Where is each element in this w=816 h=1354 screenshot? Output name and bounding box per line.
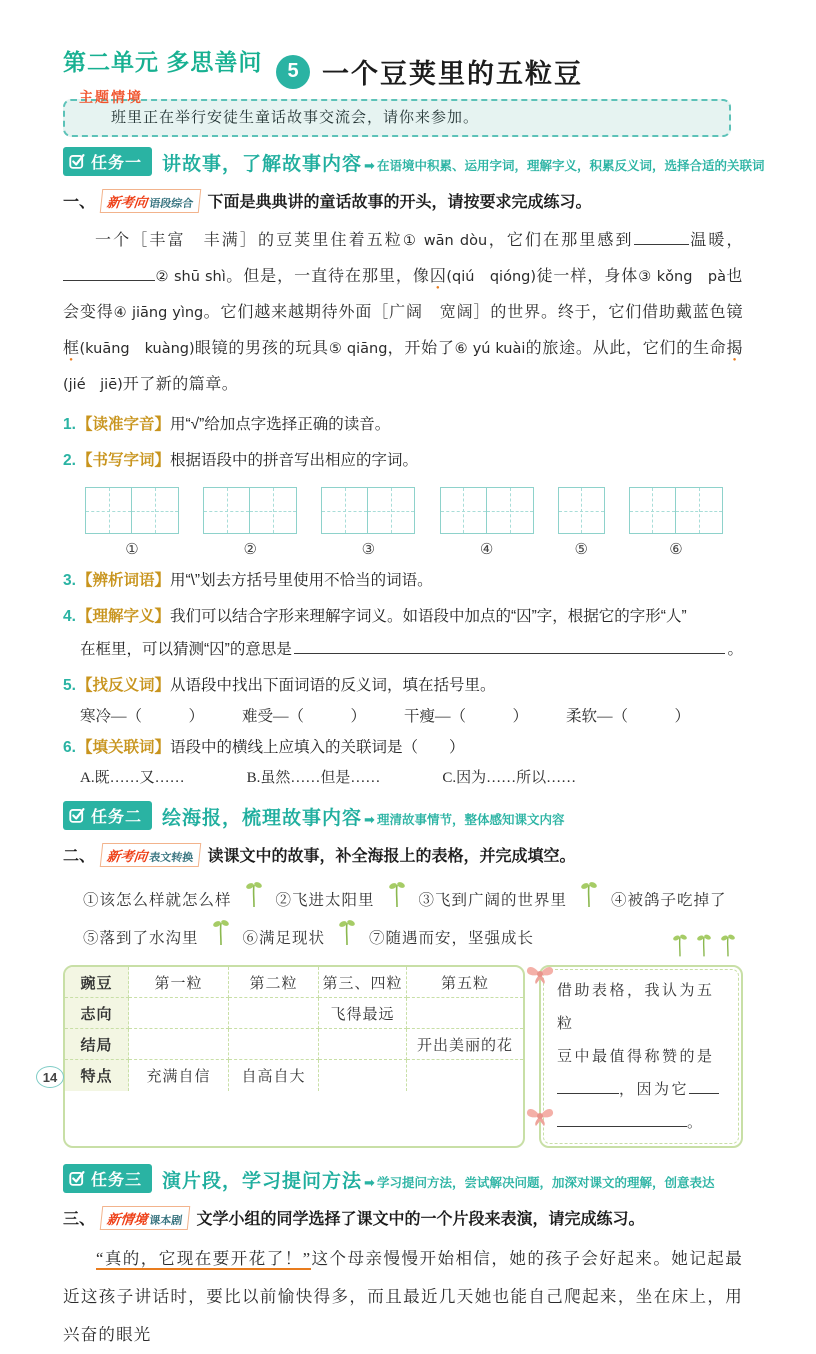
dotted-character: 揭 ●	[727, 331, 744, 367]
new-exam-badge-sub: 表文转换	[148, 852, 194, 864]
option-c[interactable]: C.因为……所以……	[442, 770, 577, 786]
table-header-cell: 第五粒	[407, 967, 523, 998]
poster-item: ⑥满足现状	[242, 929, 326, 947]
task3-title: 演片段，学习提问方法	[162, 1171, 363, 1192]
note-line: 借助表格，我认为五粒	[557, 983, 715, 1032]
pinyin-blank-2: ② shū shì	[155, 269, 226, 285]
pea-table	[63, 965, 525, 1148]
question-tag: 【辨析词语】	[76, 572, 170, 589]
page-number-badge: 14	[36, 1066, 64, 1088]
poster-item: ⑦随遇而安，坚强成长	[369, 929, 535, 947]
option-b[interactable]: B.虽然……但是……	[246, 770, 381, 786]
arrow-right-icon: ➡	[364, 158, 375, 173]
question-number: 6.	[63, 739, 76, 756]
question-number: 4.	[63, 608, 76, 625]
bow-icon	[525, 963, 555, 990]
option-row	[80, 766, 743, 787]
table-cell[interactable]	[407, 998, 523, 1029]
writing-cell[interactable]	[629, 487, 676, 534]
writing-cell[interactable]	[85, 487, 132, 534]
question-5	[63, 671, 743, 700]
sprout-icon	[213, 919, 229, 957]
table-cell[interactable]	[129, 998, 229, 1029]
answer-blank[interactable]	[294, 640, 726, 654]
writing-grid-group	[558, 487, 605, 559]
writing-grid-group	[203, 487, 297, 559]
sprout-icon	[389, 881, 405, 919]
checkbox-check-icon	[69, 1170, 86, 1187]
sprout-icon	[339, 919, 355, 957]
antonym-pair[interactable]: 干瘦—（ ）	[404, 708, 529, 725]
task2-badge	[63, 801, 152, 830]
table-cell[interactable]	[407, 1060, 523, 1091]
section3-intro: 文学小组的同学选择了课文中的一个片段来表演，请完成练习。	[196, 1211, 645, 1228]
poster-item: ⑤落到了水沟里	[83, 929, 199, 947]
theme-situation-label: 主题情境	[79, 89, 143, 105]
poster-items-row1	[63, 881, 743, 919]
section2-intro-row	[63, 843, 743, 867]
grid-label: ①	[125, 542, 139, 558]
question-tag: 【读准字音】	[76, 416, 170, 433]
table-cell[interactable]	[129, 1029, 229, 1060]
table-cell: 开出美丽的花	[407, 1029, 523, 1060]
question-text: 在框里，可以猜测“囚”的意思是	[80, 641, 292, 658]
writing-cell[interactable]	[368, 487, 415, 534]
table-cell: 自高自大	[229, 1060, 319, 1091]
sprout-icon	[673, 933, 687, 962]
passage-text: 的豆荚里住着五粒	[258, 232, 403, 249]
unit-title: 第二单元 多思善问	[63, 49, 263, 75]
sprout-icon	[581, 881, 597, 919]
arrow-right-icon: ➡	[364, 812, 375, 827]
arrow-right-icon: ➡	[364, 1175, 375, 1190]
story-passage	[63, 223, 743, 403]
antonym-pair[interactable]: 柔软—（ ）	[566, 708, 691, 725]
answer-blank[interactable]	[689, 1081, 719, 1094]
question-number: 5.	[63, 677, 76, 694]
task1-header	[63, 147, 765, 176]
poster-item: ①该怎么样就怎么样	[83, 891, 232, 909]
answer-blank[interactable]	[63, 267, 155, 281]
new-exam-badge	[100, 843, 201, 867]
note-line: 豆中最值得称赞的是	[557, 1049, 715, 1065]
table-header-cell: 豌豆	[65, 967, 129, 998]
section1-intro: 下面是典典讲的童话故事的开头，请按要求完成练习。	[207, 194, 592, 211]
answer-blank[interactable]	[557, 1114, 687, 1127]
passage-text: 开了新的篇章。	[122, 376, 239, 393]
question-4-continued	[63, 635, 743, 664]
task2-badge-label: 任务二	[91, 809, 143, 826]
task2-title: 绘海报，梳理故事内容	[162, 808, 363, 829]
question-text: 。	[727, 641, 743, 658]
grid-label: ③	[361, 542, 376, 558]
pinyin-blank-4: ④ jiāng yìng	[113, 305, 204, 321]
writing-grid-row	[63, 487, 743, 559]
conclusion-note-box	[539, 965, 743, 1148]
antonym-pairs-row	[80, 704, 743, 726]
task1-badge	[63, 147, 152, 176]
passage-text: ，开始了	[387, 340, 455, 357]
task3-badge-label: 任务三	[91, 1172, 143, 1189]
passage-text: 徒一样，身体	[536, 268, 639, 285]
new-exam-badge-main: 新考向	[106, 195, 149, 210]
sprout-icon	[721, 933, 735, 962]
question-2	[63, 446, 743, 475]
grid-label: ④	[479, 542, 494, 558]
question-text: 用“√”给加点字选择正确的读音。	[169, 416, 391, 433]
question-text: 用“\”划去方括号里使用不恰当的词语。	[169, 572, 433, 589]
story-poster	[63, 881, 743, 1148]
pinyin-blank-5: ⑤ qiāng	[328, 341, 388, 357]
section3-intro-row	[63, 1206, 743, 1230]
writing-grid-group	[440, 487, 534, 559]
passage-text: 眼镜的男孩的玩具	[194, 340, 329, 357]
new-exam-badge	[100, 189, 201, 213]
writing-cell[interactable]	[321, 487, 368, 534]
answer-blank[interactable]	[634, 231, 689, 245]
writing-cell[interactable]	[250, 487, 297, 534]
table-header-cell: 第一粒	[129, 967, 229, 998]
pronunciation-options: (kuāng kuàng)	[79, 341, 195, 357]
question-4	[63, 602, 743, 631]
drama-passage	[63, 1240, 743, 1354]
question-tag: 【填关联词】	[76, 739, 170, 756]
question-text: 语段中的横线上应填入的关联词是（ ）	[169, 739, 465, 756]
grid-label: ⑤	[574, 542, 588, 558]
lesson-title: 一个豆荚里的五粒豆	[322, 59, 583, 89]
table-row-label: 志向	[65, 998, 129, 1029]
table-cell[interactable]	[319, 1060, 407, 1091]
question-tag: 【理解字义】	[76, 608, 170, 625]
table-cell: 充满自信	[129, 1060, 229, 1091]
task3-subtitle: 学习提问方法，尝试解决问题，加深对课文的理解，创意表达	[376, 1176, 715, 1190]
writing-cell[interactable]	[487, 487, 534, 534]
task2-subtitle: 理清故事情节，整体感知课文内容	[376, 813, 565, 827]
passage-text: 一个	[95, 232, 132, 249]
poster-item: ④被鸽子吃掉了	[611, 891, 727, 909]
question-tag: 【书写字词】	[76, 452, 170, 469]
pinyin-blank-3: ③ kǒng pà	[638, 269, 726, 285]
section1-intro-row	[63, 189, 743, 213]
note-line: 。	[687, 1115, 705, 1131]
question-text: 我们可以结合字形来理解字词义。如语段中加点的“囚”字，根据它的字形“人”	[169, 608, 687, 625]
word-choice-brackets: ［广阔 宽阔］	[372, 304, 491, 321]
lesson-heading	[276, 52, 583, 91]
writing-grid-group	[85, 487, 179, 559]
question-1	[63, 410, 743, 439]
section3-number: 三、	[63, 1211, 96, 1228]
question-number: 2.	[63, 452, 76, 469]
table-cell: 飞得最远	[319, 998, 407, 1029]
pronunciation-options: (qiú qióng)	[446, 269, 536, 285]
task1-title: 讲故事，了解故事内容	[162, 154, 363, 175]
passage-text: 的世界。终于，它们借助戴蓝色镜	[490, 304, 743, 321]
question-6	[63, 733, 743, 762]
table-header-cell: 第三、四粒	[319, 967, 407, 998]
section1-number: 一、	[63, 194, 96, 211]
task3-header	[63, 1164, 743, 1193]
writing-cell[interactable]	[440, 487, 487, 534]
theme-situation-text: 班里正在举行安徒生童话故事交流会，请你来参加。	[111, 110, 480, 126]
passage-text: 温暖，	[688, 232, 743, 249]
question-3	[63, 566, 743, 595]
new-situation-badge-main: 新情境	[106, 1212, 149, 1227]
passage-text: 这个母亲慢慢开始相信，她的孩子会好起来。她记起最近这孩子讲话时，要比以前愉快得多，而且最近几天她也能自己爬起来，坐在床上，用兴奋的眼光	[63, 1249, 743, 1344]
table-cell[interactable]	[229, 998, 319, 1029]
writing-grid-group	[321, 487, 415, 559]
note-text	[557, 975, 729, 1140]
sprout-icon	[246, 881, 262, 919]
table-row-label: 结局	[65, 1029, 129, 1060]
section2-intro: 读课文中的故事，补全海报上的表格，并完成填空。	[207, 848, 576, 865]
poster-items-row2	[63, 919, 743, 957]
question-number: 3.	[63, 572, 76, 589]
table-row-label: 特点	[65, 1060, 129, 1091]
new-exam-badge-sub: 语段综合	[148, 198, 194, 210]
antonym-pair[interactable]: 难受—（ ）	[242, 708, 367, 725]
dotted-character: 框 ●	[63, 331, 80, 367]
note-line: ，因为它	[619, 1082, 690, 1098]
task1-subtitle: 在语境中积累、运用字词，理解字义，积累反义词，选择合适的关联词	[376, 159, 765, 173]
antonym-pair[interactable]: 寒冷—（ ）	[80, 708, 205, 725]
sprout-icon	[697, 933, 711, 962]
checkbox-check-icon	[69, 807, 86, 824]
pronunciation-options: (jié jiē)	[63, 377, 123, 393]
new-situation-badge-sub: 课本剧	[148, 1215, 183, 1227]
poster-item: ②飞进太阳里	[275, 891, 375, 909]
grid-label: ⑥	[669, 542, 683, 558]
pinyin-blank-6: ⑥ yú kuài	[454, 341, 526, 357]
underlined-quote: “真的，它现在要开花了！”	[96, 1249, 312, 1268]
poster-item: ③飞到广阔的世界里	[418, 891, 568, 909]
question-text: 从语段中找出下面词语的反义词，填在括号里。	[169, 677, 496, 694]
writing-cell[interactable]	[132, 487, 179, 534]
passage-text: 的旅途。从此，它们的生命	[525, 340, 727, 357]
table-cell[interactable]	[319, 1029, 407, 1060]
sprout-cluster	[673, 933, 735, 962]
writing-cell[interactable]	[558, 487, 605, 534]
new-situation-badge	[100, 1206, 190, 1230]
question-tag: 【找反义词】	[76, 677, 170, 694]
passage-text: 。但是，一直待在那里，像	[225, 268, 430, 285]
table-header-cell: 第二粒	[229, 967, 319, 998]
new-exam-badge-main: 新考向	[106, 849, 149, 864]
writing-cell[interactable]	[676, 487, 723, 534]
task1-badge-label: 任务一	[91, 155, 143, 172]
pinyin-blank-1: ① wān dòu	[402, 233, 488, 249]
theme-situation-box	[63, 89, 731, 137]
passage-text: 也会变得	[63, 268, 743, 321]
section2-number: 二、	[63, 848, 96, 865]
grid-label: ②	[243, 542, 257, 558]
question-text: 根据语段中的拼音写出相应的字词。	[169, 452, 418, 469]
option-a[interactable]: A.既……又……	[80, 770, 185, 786]
table-cell[interactable]	[229, 1029, 319, 1060]
task2-header	[63, 801, 743, 830]
writing-cell[interactable]	[203, 487, 250, 534]
word-choice-brackets: ［丰富 丰满］	[131, 232, 259, 249]
dotted-character: 囚 ●	[430, 259, 447, 295]
checkbox-check-icon	[69, 153, 86, 170]
question-number: 1.	[63, 416, 76, 433]
answer-blank[interactable]	[557, 1081, 619, 1094]
task3-badge	[63, 1164, 152, 1193]
bow-icon	[525, 1105, 555, 1132]
passage-text: ，它们在那里感到	[487, 232, 634, 249]
passage-text: 。它们越来越期待外面	[203, 304, 373, 321]
lesson-number-badge: 5	[276, 55, 310, 89]
writing-grid-group	[629, 487, 723, 559]
